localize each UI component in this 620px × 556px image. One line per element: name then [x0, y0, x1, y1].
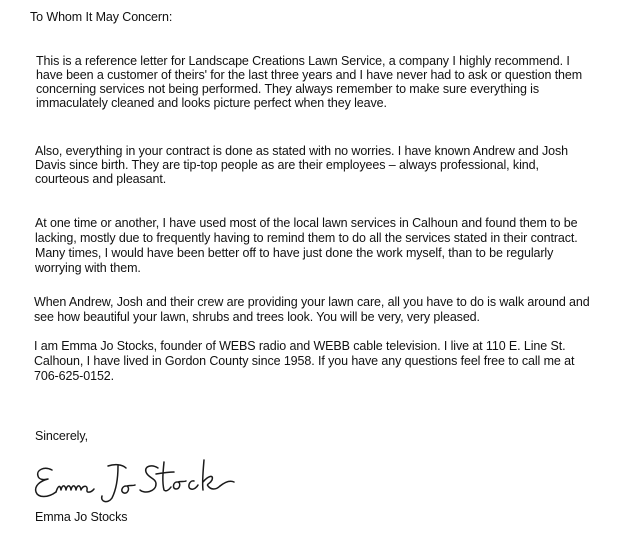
- closing: Sincerely,: [35, 429, 88, 443]
- paragraph-3-line-4: worrying with them.: [35, 261, 141, 275]
- paragraph-1-line-3: concerning services not being performed. They always remember to make sure everything is: [36, 82, 540, 96]
- paragraph-5-line-1: I am Emma Jo Stocks, founder of WEBS radio and WEBB cable television. I live at 110 E. Line St.: [34, 339, 566, 353]
- handwritten-signature: [30, 452, 240, 508]
- paragraph-5-line-3: 706-625-0152.: [34, 369, 115, 383]
- paragraph-3-line-2: lacking, mostly due to frequently having to remind them to do all the services stated in their contract.: [35, 231, 578, 245]
- paragraph-2-line-2: Davis since birth. They are tip-top people as are their employees – always professional, kind,: [35, 158, 539, 172]
- paragraph-2-line-1: Also, everything in your contract is done as stated with no worries. I have known Andrew and Josh: [35, 144, 568, 158]
- paragraph-1-line-4: immaculately cleaned and looks picture perfect when they leave.: [36, 96, 387, 110]
- salutation: To Whom It May Concern:: [30, 10, 173, 24]
- paragraph-2-line-3: courteous and pleasant.: [35, 172, 167, 186]
- signed-name: Emma Jo Stocks: [35, 510, 128, 524]
- paragraph-3-line-1: At one time or another, I have used most of the local lawn services in Calhoun and found them to be: [35, 216, 578, 230]
- paragraph-5-line-2: Calhoun, I have lived in Gordon County since 1958. If you have any questions feel free to call me at: [34, 354, 575, 368]
- paragraph-4-line-2: see how beautiful your lawn, shrubs and trees look. You will be very, very pleased.: [34, 310, 480, 324]
- paragraph-3-line-3: Many times, I would have been better off to have just done the work myself, than to be regularly: [35, 246, 554, 260]
- paragraph-1-line-2: have been a customer of theirs' for the last three years and I have never had to ask or question them: [36, 68, 583, 82]
- paragraph-1-line-1: This is a reference letter for Landscape Creations Lawn Service, a company I highly recommend. I: [36, 54, 570, 68]
- paragraph-4-line-1: When Andrew, Josh and their crew are providing your lawn care, all you have to do is walk around and: [34, 295, 590, 309]
